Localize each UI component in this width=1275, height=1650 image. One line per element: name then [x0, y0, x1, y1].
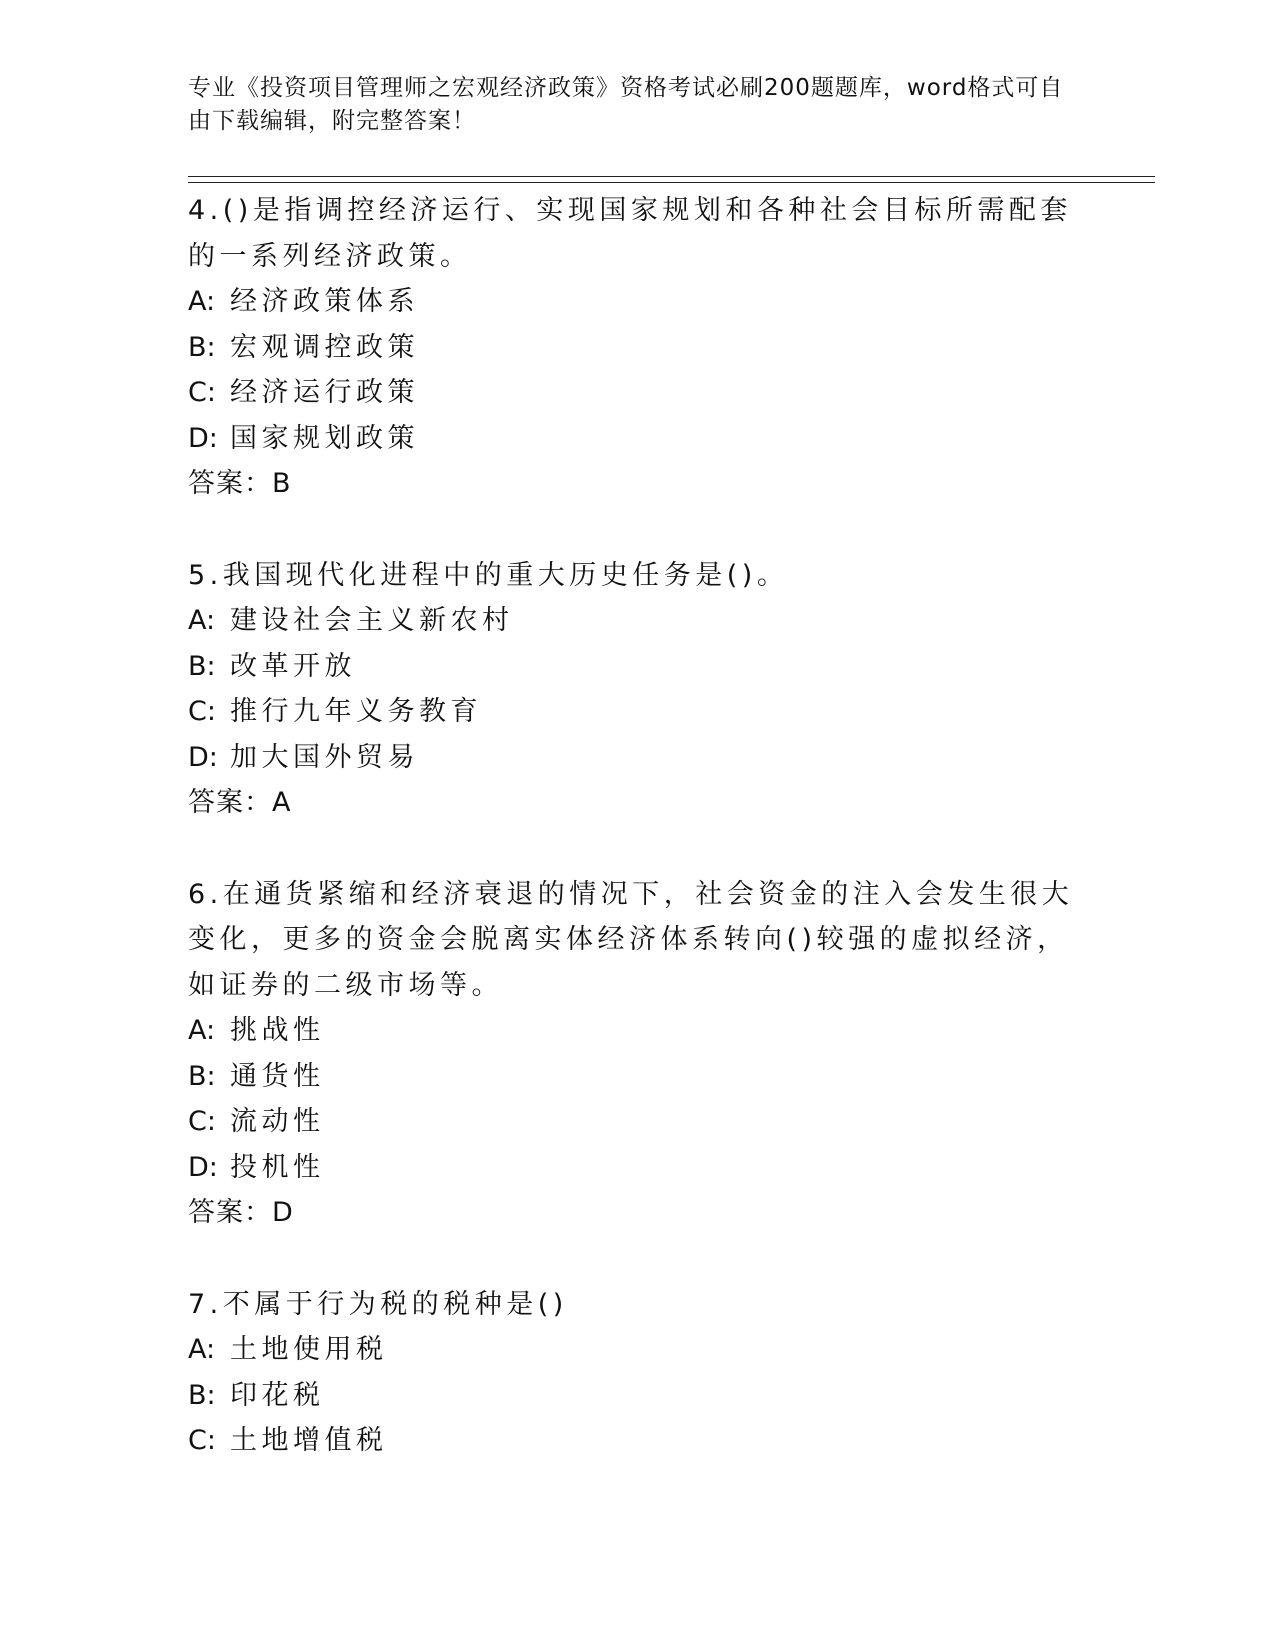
option-c [188, 1099, 1088, 1145]
option-text: 土地增值税 [230, 1425, 388, 1456]
question-stem: 7.不属于行为税的税种是() [188, 1288, 568, 1320]
question-stem: 4.()是指调控经济运行、实现国家规划和各种社会目标所需配套的一系列经济政策。 [188, 195, 1072, 272]
option-d [188, 735, 1088, 781]
header-divider-bottom [188, 182, 1155, 183]
option-letter: C: [188, 1425, 216, 1456]
option-c [188, 1418, 1088, 1464]
option-b [188, 325, 1088, 371]
option-letter: D: [188, 422, 218, 454]
option-text: 改革开放 [230, 650, 356, 682]
option-text: 建设社会主义新农村 [230, 605, 514, 636]
question-stem: 6.在通货紧缩和经济衰退的情况下，社会资金的注入会发生很大变化，更多的资金会脱离实体经济体系转向()较强的虚拟经济，如证券的二级市场等。 [188, 878, 1074, 1001]
question-4 [188, 188, 1088, 507]
option-letter: C: [188, 1106, 216, 1137]
option-list [188, 598, 1088, 780]
option-b [188, 1373, 1088, 1419]
option-text: 经济政策体系 [230, 286, 419, 317]
answer-line: 答案：B [188, 468, 292, 499]
option-list [188, 1008, 1088, 1190]
option-b [188, 1054, 1088, 1100]
option-b [188, 644, 1088, 690]
option-a [188, 598, 1088, 644]
option-c [188, 689, 1088, 735]
question-7 [188, 1282, 1088, 1464]
option-letter: A: [188, 1015, 216, 1046]
question-5 [188, 553, 1088, 826]
option-letter: C: [188, 377, 216, 408]
option-letter: D: [188, 1151, 218, 1183]
option-letter: B: [188, 331, 216, 363]
question-list [188, 188, 1088, 1464]
option-text: 通货性 [230, 1060, 325, 1092]
option-letter: A: [188, 286, 216, 317]
option-text: 加大国外贸易 [230, 741, 419, 773]
option-text: 土地使用税 [230, 1334, 388, 1365]
option-a [188, 279, 1088, 325]
option-d [188, 416, 1088, 462]
option-letter: B: [188, 1060, 216, 1092]
option-text: 宏观调控政策 [230, 331, 419, 363]
answer-line: 答案：D [188, 1197, 294, 1228]
option-text: 投机性 [230, 1151, 325, 1183]
question-stem: 5.我国现代化进程中的重大历史任务是()。 [188, 559, 789, 591]
option-letter: A: [188, 1334, 216, 1365]
option-a [188, 1008, 1088, 1054]
option-letter: C: [188, 696, 216, 727]
option-c [188, 370, 1088, 416]
option-text: 经济运行政策 [230, 377, 419, 408]
option-text: 印花税 [230, 1379, 325, 1411]
answer-line: 答案：A [188, 787, 292, 818]
document-header: 专业《投资项目管理师之宏观经济政策》资格考试必刷200题题库，word格式可自由下载编辑，附完整答案！ [188, 75, 1064, 134]
option-text: 流动性 [230, 1106, 325, 1137]
option-letter: A: [188, 605, 216, 636]
option-d [188, 1145, 1088, 1191]
option-letter: B: [188, 1379, 216, 1411]
option-a [188, 1327, 1088, 1373]
header-divider-top [188, 176, 1155, 177]
option-list [188, 279, 1088, 461]
option-text: 挑战性 [230, 1015, 325, 1046]
option-text: 推行九年义务教育 [230, 696, 482, 727]
option-letter: D: [188, 741, 218, 773]
option-letter: B: [188, 650, 216, 682]
option-list [188, 1327, 1088, 1464]
option-text: 国家规划政策 [230, 422, 419, 454]
question-6 [188, 872, 1088, 1236]
